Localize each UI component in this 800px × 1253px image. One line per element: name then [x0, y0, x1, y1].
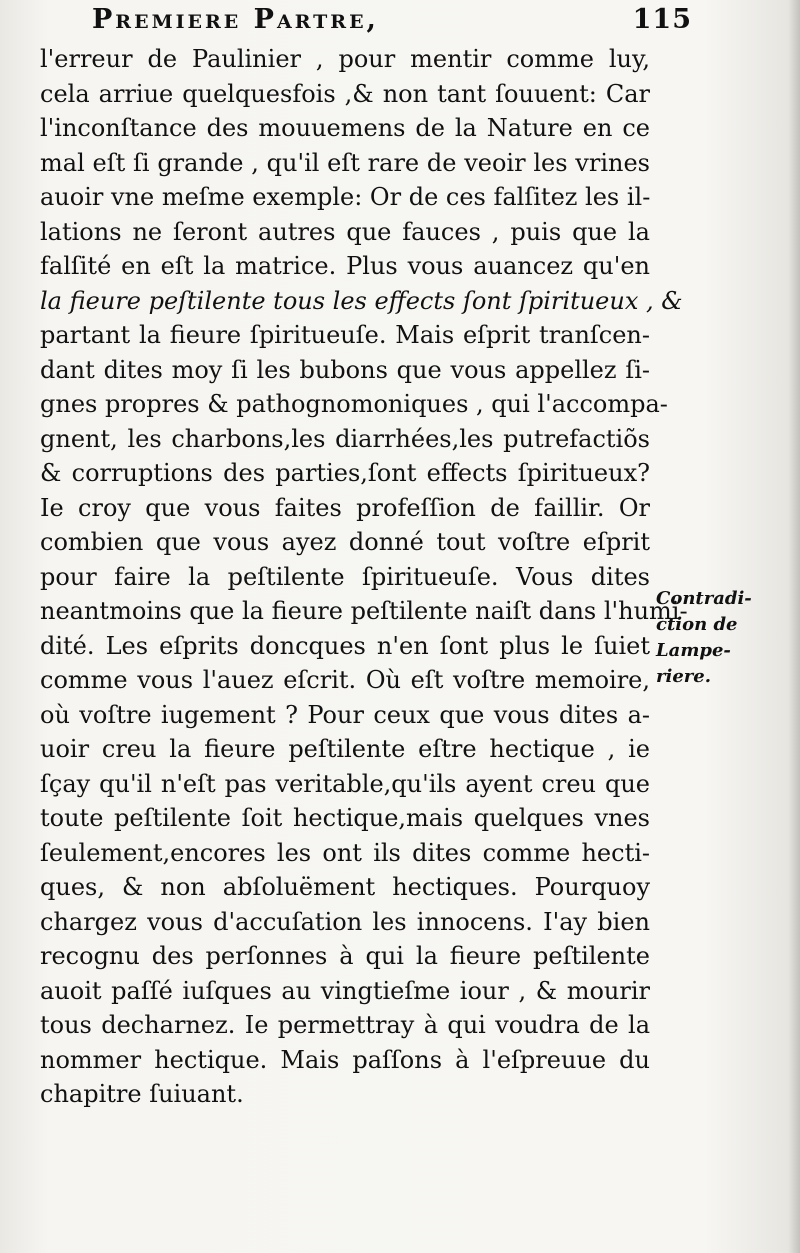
text-line: gnes propres & pathognomoniques , qui l'accompa- — [40, 390, 668, 418]
show-through-text — [40, 1080, 760, 1114]
text-line: ſçay qu'il n'eſt pas veritable,qu'ils ayent creu que — [40, 769, 650, 798]
text-line: Ie croy que vous faites profeſſion de faillir. Or — [40, 493, 650, 522]
margin-note-line: Contradi- — [656, 588, 752, 609]
text-line: auoit paſſé iuſques au vingtieſme iour , & mourir — [40, 976, 650, 1005]
text-line: neantmoins que la fieure peſtilente naiſt dans l'humi- — [40, 597, 688, 625]
margin-note-line: Lampe- — [656, 640, 731, 661]
page-edge-shadow — [788, 0, 800, 1253]
text-line: mal eſt ſi grande , qu'il eſt rare de veoir les vrines — [40, 148, 650, 177]
text-line: dité. Les eſprits doncques n'en ſont plus le ſuiet — [40, 631, 650, 660]
text-line: uoir creu la fieure peſtilente eſtre hectique , ie — [40, 735, 650, 763]
page-number: 115 — [632, 4, 692, 35]
text-line: lations ne ſeront autres que fauces , puis que la — [40, 217, 650, 246]
text-line: dant dites moy ſi les bubons que vous appellez ſi- — [40, 355, 650, 384]
running-title: Premiere Partre, — [92, 4, 379, 35]
text-line: tous decharnez. Ie permettray à qui voudra de la — [40, 1011, 650, 1039]
text-line: l'inconſtance des mouuemens de la Nature en ce — [40, 114, 650, 142]
text-line: falſité en eſt la matrice. Plus vous auancez qu'en — [40, 252, 650, 280]
text-line: l'erreur de Paulinier , pour mentir comme luy, — [40, 45, 650, 73]
text-line: la fieure peſtilente tous les effects ſont ſpiritueux , & — [40, 286, 683, 315]
text-line: cela arriue quelquesfois ,& non tant ſouuent: Car — [40, 79, 650, 108]
text-line: ſeulement,encores les ont ils dites comme hecti- — [40, 838, 650, 867]
text-line: chargez vous d'accuſation les innocens. I'ay bien — [40, 907, 650, 936]
text-line: comme vous l'auez eſcrit. Où eſt voſtre memoire, — [40, 666, 650, 694]
text-line: combien que vous ayez donné tout voſtre eſprit — [40, 528, 650, 556]
text-line: nommer hectique. Mais paſſons à l'eſpreuue du — [40, 1045, 650, 1074]
text-line: chapitre ſuiuant. — [40, 1080, 244, 1108]
margin-note — [656, 586, 796, 690]
text-line: ques, & non abſoluëment hectiques. Pourquoy — [40, 873, 650, 901]
text-line: & corruptions des parties,ſont effects ſpiritueux? — [40, 459, 650, 487]
margin-note-line: ction de — [656, 614, 738, 635]
margin-note-line: riere. — [656, 666, 711, 687]
text-line: toute peſtilente ſoit hectique,mais quelques vnes — [40, 804, 650, 832]
text-line: recognu des perſonnes à qui la fieure peſtilente — [40, 942, 650, 970]
text-line: partant la fieure ſpiritueuſe. Mais eſprit tranſcen- — [40, 321, 650, 349]
running-head — [92, 4, 692, 38]
text-line: où voſtre iugement ? Pour ceux que vous dites a- — [40, 700, 650, 729]
text-line: gnent, les charbons,les diarrhées,les putrefactiõs — [40, 424, 650, 453]
text-line: auoir vne meſme exemple: Or de ces falſitez les il- — [40, 183, 651, 211]
text-line: pour faire la peſtilente ſpiritueuſe. Vous dites — [40, 562, 650, 591]
